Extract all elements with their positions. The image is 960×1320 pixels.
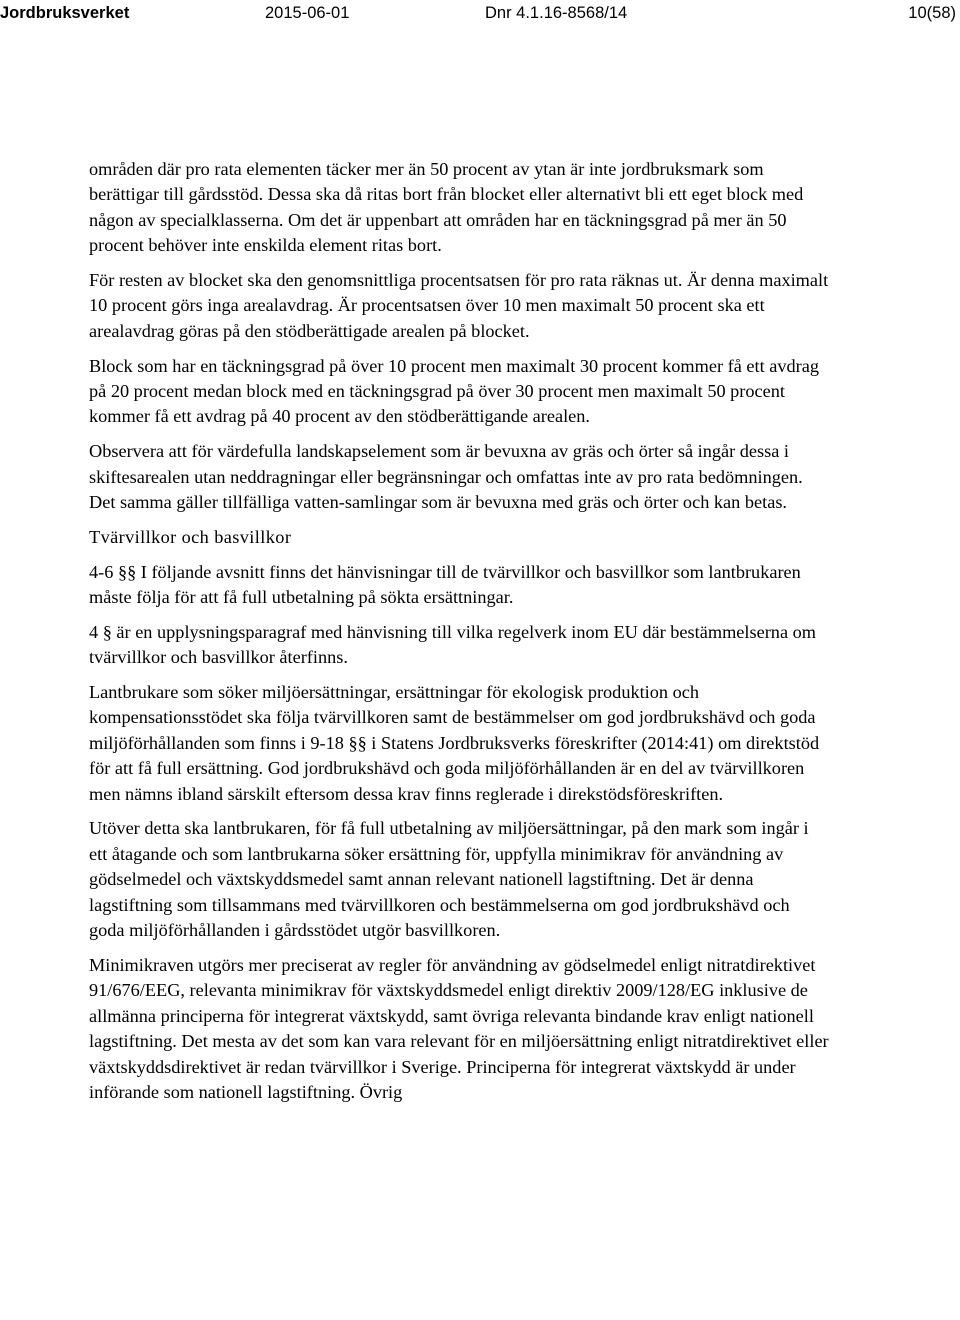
document-date: 2015-06-01 xyxy=(265,4,350,22)
document-body xyxy=(89,157,829,1115)
document-number: Dnr 4.1.16-8568/14 xyxy=(485,4,628,22)
paragraph: Minimikraven utgörs mer preciserat av regler för användning av gödselmedel enligt nitratdirektivet 91/676/EEG, relevanta minimikrav för växtskyddsmedel enligt direktiv 2009/128/EG inklusive de allmänna principerna för integrerat växtskydd, samt övriga relevanta bindande krav enligt nationell lagstiftning. Det mesta av det som kan vara relevant för en miljöersättning enligt nitratdirektivet eller växtskyddsdirektivet är redan tvärvillkor i Sverige. Principerna för integrerat växtskydd är under införande som nationell lagstiftning. Övrig xyxy=(89,954,829,1102)
paragraph: områden där pro rata elementen täcker mer än 50 procent av ytan är inte jordbruksmark som berättigar till gårdsstöd. Dessa ska då ritas bort från blocket eller alternativt bli ett eget block med någon av specialklasserna. Om det är uppenbart att områden har en täckningsgrad på mer än 50 procent behöver inte enskilda element ritas bort. xyxy=(89,159,804,256)
section-heading: Tvärvillkor och basvillkor xyxy=(89,526,292,547)
paragraph: För resten av blocket ska den genomsnittliga procentsatsen för pro rata räknas ut. Är denna maximalt 10 procent görs inga arealavdrag. Är procentsatsen över 10 men maximalt 50 procent ska ett arealavdrag göras på den stödberättigade arealen på blocket. xyxy=(89,270,829,341)
paragraph: 4-6 §§ I följande avsnitt finns det hänvisningar till de tvärvillkor och basvillkor som lantbrukaren måste följa för att få full utbetalning på sökta ersättningar. xyxy=(89,561,801,608)
paragraph: Block som har en täckningsgrad på över 10 procent men maximalt 30 procent kommer få ett avdrag på 20 procent medan block med en täckningsgrad på över 30 procent men maximalt 50 procent kommer få ett avdrag på 40 procent av den stödberättigande arealen. xyxy=(89,355,820,427)
paragraph: Observera att för värdefulla landskapselement som är bevuxna av gräs och örter så ingår dessa i skiftesarealen utan neddragningar eller begränsningar och omfattas inte av pro rata bedömningen. Det samma gäller tillfälliga vatten-samlingar som är bevuxna med gräs och örter och kan betas. xyxy=(89,441,803,513)
paragraph: Utöver detta ska lantbrukaren, för få full utbetalning av miljöersättningar, på den mark som ingår i ett åtagande och som lantbrukarna söker ersättning för, uppfylla minimikrav för användning av gödselmedel och växtskyddsmedel samt annan relevant nationell lagstiftning. Det är denna lagstiftning som tillsammans med tvärvillkoren och bestämmelserna om god jordbrukshävd och goda miljöförhållanden i gårdsstödet utgör basvillkoren. xyxy=(89,818,809,941)
paragraph: Lantbrukare som söker miljöersättningar, ersättningar för ekologisk produktion och kompensationsstödet ska följa tvärvillkoren samt de bestämmelser om god jordbrukshävd och goda miljöförhållanden som finns i 9-18 §§ i Statens Jordbruksverks föreskrifter (2014:41) om direktstöd för att få full ersättning. God jordbrukshävd och goda miljöförhållanden är en del av tvärvillkoren men nämns ibland särskilt eftersom dessa krav finns reglerade i direkstödsföreskriften. xyxy=(89,682,820,804)
paragraph: 4 § är en upplysningsparagraf med hänvisning till vilka regelverk inom EU där bestämmelserna om tvärvillkor och basvillkor återfinns. xyxy=(89,621,816,668)
page-header xyxy=(0,2,960,24)
page-number: 10(58) xyxy=(908,4,956,22)
organization-name: Jordbruksverket xyxy=(0,4,130,22)
